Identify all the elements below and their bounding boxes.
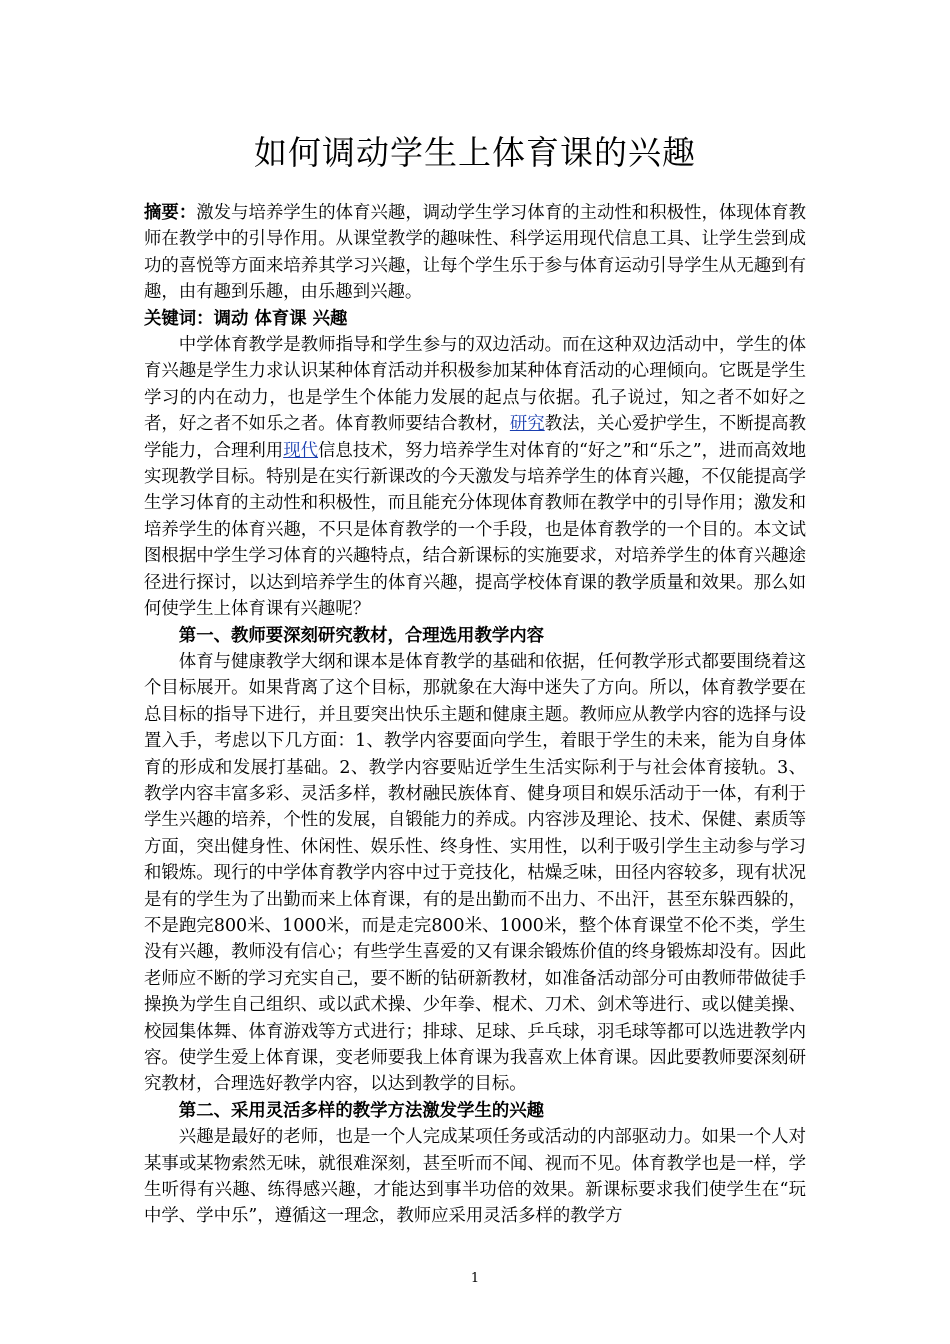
intro-text-3: 信息技术，努力培养学生对体育的“好之”和“乐之”，进而高效地实现教学目标。特别是在实行新课改的今天激发与培养学生的体育兴趣，不仅能提高学生学习体育的主动性和积极性，而且能充分体现体育教师在教学中的引导作用；激发和培养学生的体育兴趣，不只是体育教学的一个手段，也是体育教学的一个目的。本文试图根据中学生学习体育的兴趣特点，结合新课标的实施要求，对培养学生的体育兴趣途径进行探讨，以达到培养学生的体育兴趣，提高学校体育课的教学质量和效果。那么如何使学生上体育课有兴趣呢？	[144, 440, 806, 620]
document-body	[144, 200, 806, 1230]
modern-link[interactable]: 现代	[283, 440, 319, 461]
abstract-text: 激发与培养学生的体育兴趣，调动学生学习体育的主动性和积极性，体现体育教师在教学中的引导作用。从课堂教学的趣味性、科学运用现代信息工具、让学生尝到成功的喜悦等方面来培养其学习兴趣，让每个学生乐于参与体育运动引导学生从无趣到有趣，由有趣到乐趣，由乐趣到兴趣。	[144, 203, 806, 303]
section1-heading: 第一、教师要深刻研究教材，合理选用教学内容	[178, 625, 545, 646]
document-title: 如何调动学生上体育课的兴趣	[254, 133, 696, 172]
intro-text-1: 中学体育教学是教师指导和学生参与的双边活动。而在这种双边活动中，学生的体育兴趣是学生力求认识某种体育活动并积极参加某种体育活动的心理倾向。它既是学生学习的内在动力，也是学生个体能力发展的起点与依据。孔子说过，知之者不如好之者，好之者不如乐之者。体育教师要结合教材，	[144, 335, 806, 435]
intro-paragraph	[144, 332, 806, 622]
abstract-paragraph	[144, 200, 806, 306]
abstract-label: 摘要：	[144, 203, 197, 223]
keywords-paragraph	[144, 306, 806, 332]
section2-heading: 第二、采用灵活多样的教学方法激发学生的兴趣	[178, 1100, 545, 1121]
keywords-label: 关键词：	[144, 308, 214, 329]
section2-paragraph: 兴趣是最好的老师，也是一个人完成某项任务或活动的内部驱动力。如果一个人对某事或某物索然无味，就很难深刻，甚至听而不闻、视而不见。体育教学也是一样，学生听得有兴趣、练得感兴趣，才能达到事半功倍的效果。新课标要求我们使学生在“玩中学、学中乐”，遵循这一理念，教师应采用灵活多样的教学方	[144, 1127, 806, 1227]
page-number: 1	[470, 1271, 480, 1286]
section1-paragraph: 体育与健康教学大纲和课本是体育教学的基础和依据，任何教学形式都要围绕着这个目标展开。如果背离了这个目标，那就象在大海中迷失了方向。所以，体育教学要在总目标的指导下进行，并且要突出快乐主题和健康主题。教师应从教学内容的选择与设置入手，考虑以下几方面：1、教学内容要面向学生，着眼于学生的未来，能为自身体育的形成和发展打基础。2、教学内容要贴近学生生活实际利于与社会体育接轨。3、教学内容丰富多彩、灵活多样，教材融民族体育、健身项目和娱乐活动于一体，有利于学生兴趣的培养，个性的发展，自锻能力的养成。内容涉及理论、技术、保健、素质等方面，突出健身性、休闲性、娱乐性、终身性、实用性，以利于吸引学生主动参与学习和锻炼。现行的中学体育教学内容中过于竞技化，枯燥乏味，田径内容较多，现有状况是有的学生为了出勤而来上体育课，有的是出勤而不出力、不出汗，甚至东躲西躲的，不是跑完800米、1000米，而是走完800米、1000米，整个体育课堂不伦不类，学生没有兴趣，教师没有信心；有些学生喜爱的又有课余锻炼价值的终身锻炼却没有。因此老师应不断的学习充实自己，要不断的钻研新教材，如准备活动部分可由教师带做徒手操换为学生自己组织、或以武术操、少年拳、棍术、刀术、剑术等进行、或以健美操、校园集体舞、体育游戏等方式进行；排球、足球、乒乓球，羽毛球等都可以选进教学内容。使学生爱上体育课，变老师要我上体育课为我喜欢上体育课。因此要教师要深刻研究教材，合理选好教学内容，以达到教学的目标。	[144, 651, 806, 1095]
research-link[interactable]: 研究	[509, 414, 545, 435]
intro-text-2: 教法，关心爱护学生，不断提高教学能力，合理利用	[144, 414, 806, 461]
keywords-text: 调动 体育课 兴趣	[213, 308, 348, 329]
